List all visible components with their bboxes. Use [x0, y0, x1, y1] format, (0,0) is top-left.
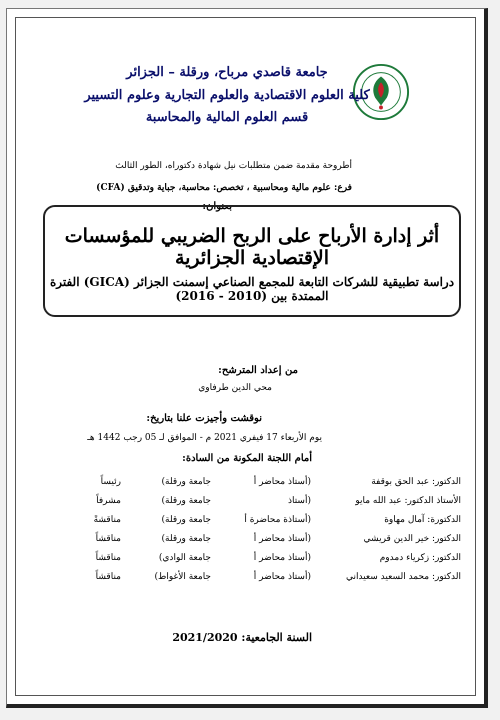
member-university: جامعة الأغواط)	[154, 572, 211, 582]
member-rank: (أستاذ	[287, 496, 311, 506]
member-role: رئيساً	[100, 477, 121, 487]
thesis-subtitle: دراسة تطبيقية للشركات التابعة للمجمع الصناعي إسمنت الجزائر (GICA) الفترة الممتدة بين (2010 - 2016)	[49, 275, 455, 303]
member-role: مناقشاً	[95, 534, 121, 544]
document-page	[6, 8, 488, 708]
committee-row	[41, 553, 461, 569]
member-rank: (أستاذ محاضر أ	[253, 553, 311, 563]
title-box	[43, 205, 461, 317]
committee-row	[41, 572, 461, 588]
department-name: قسم العلوم المالية والمحاسبة	[145, 110, 309, 125]
member-name: الدكتور: زكرياء دمدوم	[379, 553, 461, 563]
member-rank: (أستاذة محاضرة أ	[244, 515, 311, 525]
title-label: بعنوان:	[202, 201, 232, 212]
member-role: مناقشاً	[95, 553, 121, 563]
member-name: الدكتورة: آمال مهاوة	[384, 515, 461, 525]
faculty-name: كلية العلوم الاقتصادية والعلوم التجارية وعلوم التسيير	[84, 88, 370, 103]
defense-date: يوم الأربعاء 17 فيفري 2021 م - الموافق لـ 05 رجب 1442 هـ	[87, 433, 322, 443]
member-university: جامعة الوادي)	[158, 553, 211, 563]
committee-row	[41, 477, 461, 493]
committee-row	[41, 534, 461, 550]
member-university: جامعة ورقلة)	[161, 496, 211, 506]
academic-year: السنة الجامعية: 2021/2020	[172, 631, 312, 644]
candidate-label: من إعداد المترشح:	[218, 365, 298, 376]
member-university: جامعة ورقلة)	[161, 515, 211, 525]
member-name: الدكتور: خير الدين قريشي	[363, 534, 461, 544]
committee-label: أمام اللجنة المكونة من السادة:	[182, 453, 312, 464]
committee-row	[41, 515, 461, 531]
member-university: جامعة ورقلة)	[161, 477, 211, 487]
member-name: الدكتور: عبد الحق بوقفة	[371, 477, 461, 487]
defense-label: نوقشت وأجيزت علنا بتاريخ:	[146, 413, 262, 424]
candidate-name: محي الدين طرفاوي	[198, 383, 272, 393]
member-rank: (أستاذ محاضر أ	[253, 534, 311, 544]
member-university: جامعة ورقلة)	[161, 534, 211, 544]
member-name: الدكتور: محمد السعيد سعيداني	[345, 572, 461, 582]
member-rank: (أستاذ محاضر أ	[253, 477, 311, 487]
member-role: مشرفاً	[96, 496, 121, 506]
thesis-title: أثر إدارة الأرباح على الربح الضريبي للمؤسسات الإقتصادية الجزائرية	[64, 225, 440, 269]
member-role: مناقشاً	[95, 572, 121, 582]
university-name: جامعة قاصدي مرباح، ورقلة – الجزائر	[126, 65, 328, 80]
committee-row	[41, 496, 461, 512]
thesis-branch: فرع: علوم مالية ومحاسبية ، تخصص: محاسبة، جباية وتدقيق (CFA)	[96, 183, 352, 193]
member-name: الأستاذ الدكتور: عبد الله مايو	[355, 496, 461, 506]
member-role: مناقشةً	[93, 515, 121, 525]
member-rank: (أستاذ محاضر أ	[253, 572, 311, 582]
thesis-purpose: أطروحة مقدمة ضمن متطلبات نيل شهادة دكتوراه، الطور الثالث	[115, 161, 352, 171]
